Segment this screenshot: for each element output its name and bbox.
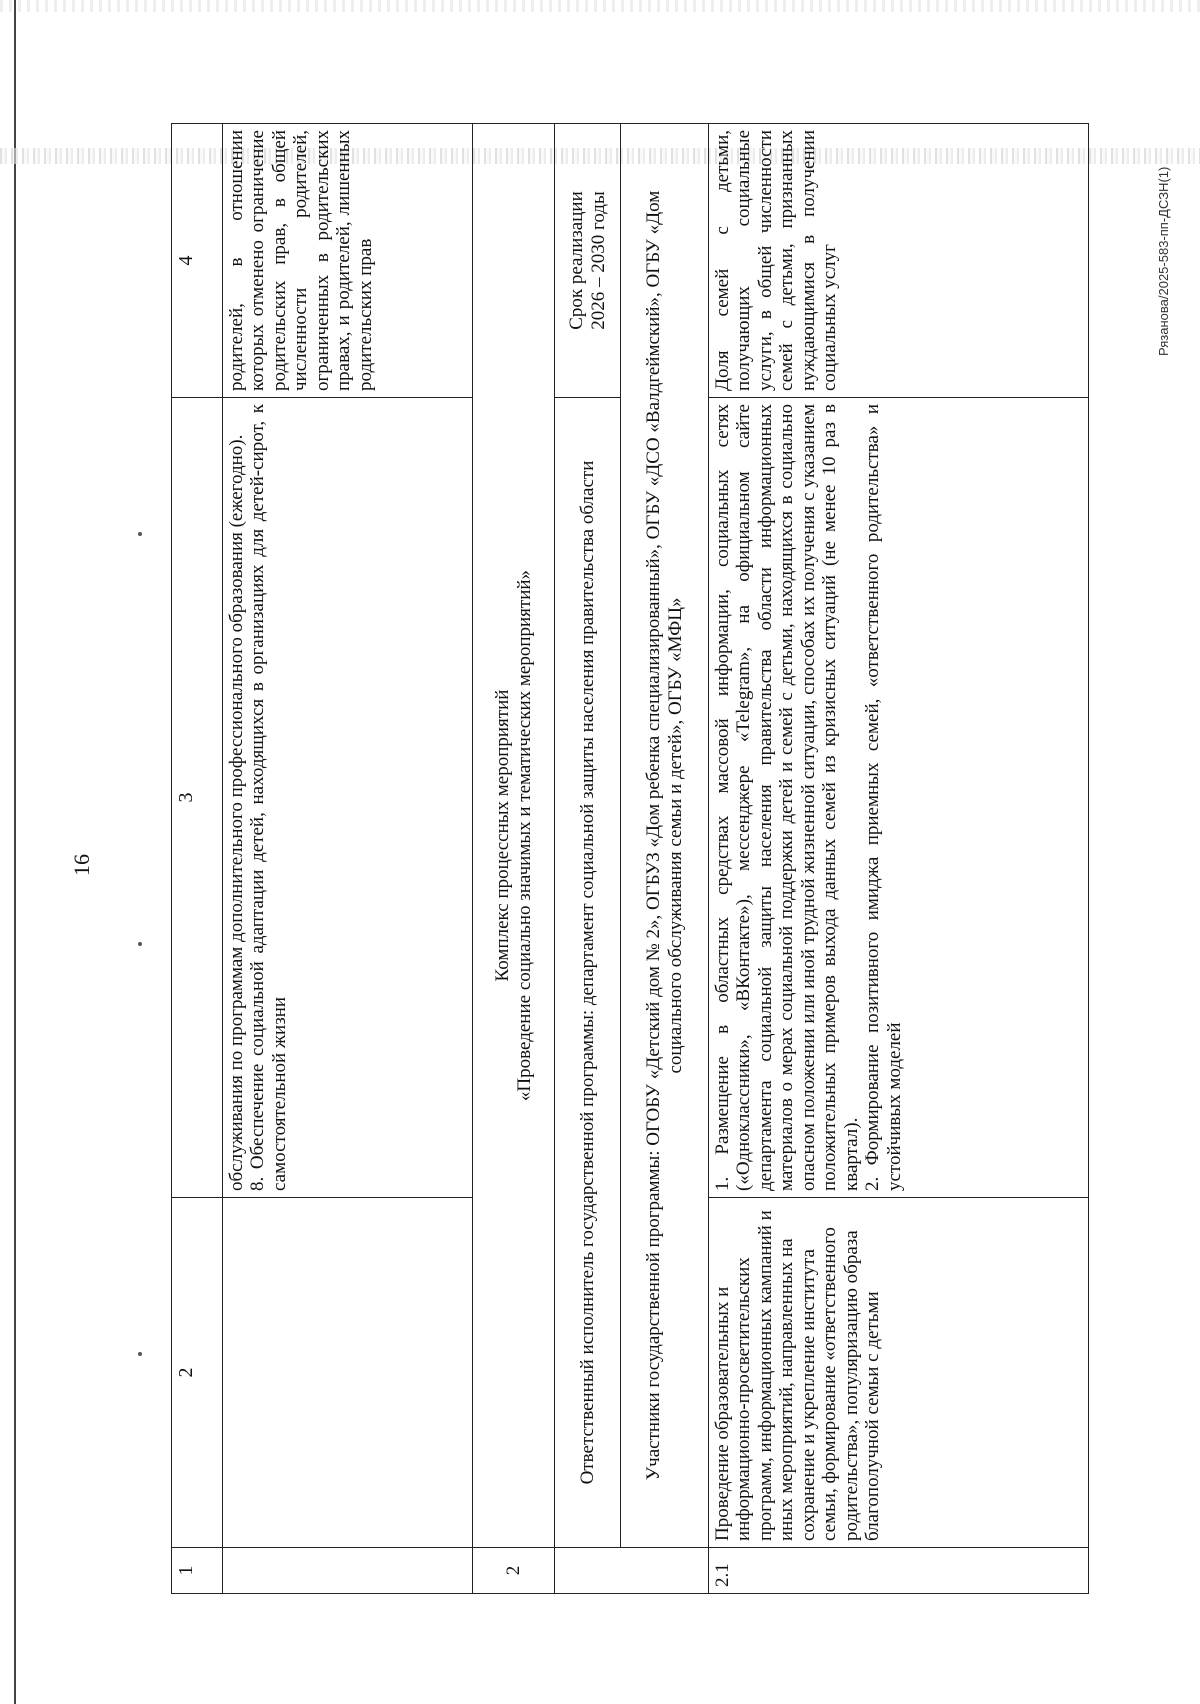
rotated-table-container [171,124,1089,1594]
header-col-3: 3 [172,398,223,1198]
tasks-text: 1. Размещение в областных средствах массовой информации, социальных сетях («Одноклассники», «ВКонтакте»), мессенджере «Telegram», на официальном сайте департамента социальной защиты населения правительства области информационных материалов о мерах социальной поддержки детей и семей с детьми, находящихся в социально опасном положении или иной трудной жизненной ситуации, способах их получения с указанием положительных примеров выхода данных семей из кризисных ситуаций (не менее 10 раз в квартал). [712,404,862,1191]
activity-tasks [709,398,1089,1198]
section-number: 2 [473,1548,555,1594]
activity-name [709,1198,1089,1548]
table-row-2-1 [709,124,1089,1594]
cell-empty [555,1548,709,1594]
section-title-line2: «Проведение социально значимых и тематических мероприятий» [513,569,535,1102]
program-activities-table [171,123,1089,1594]
cell-tasks [223,398,473,1198]
responsible-executor: Ответственный исполнитель государственной программы: департамент социальной защиты населения правительства области [555,398,621,1548]
section-title-cell [473,124,555,1548]
activity-text: Проведение образовательных и информационно-просветительских программ, информационных кампаний и иных мероприятий, направленных на сохранение и укрепление института семьи, формирование «ответственного родительства», популяризацию образа благополучной семьи с детьми [712,1210,884,1541]
indicator-text: Доля семей с детьми, получающих социальные услуги, в общей численности семей с детьми, признанных нуждающимися в получении социальных услуг [712,130,841,391]
scan-speck [138,942,142,946]
table-header-row [172,124,223,1594]
table-row-continuation [223,124,473,1594]
section-title-row [473,124,555,1594]
cell-indicator [223,124,473,398]
page-number: 16 [69,854,94,876]
responsible-row [555,124,621,1594]
activity-indicator [709,124,1089,398]
program-participants: Участники государственной программы: ОГОБУ «Детский дом № 2», ОГБУЗ «Дом ребенка специализированный», ОГБУ «ДСО «Валдгеймский», ОГБУ «Дом социального обслуживания семьи и детей», ОГБУ «МФЦ» [621,124,709,1548]
header-col-4: 4 [172,124,223,398]
indicator-text: родителей, в отношении которых отменено ограничение родительских прав, в общей численности родителей, ограниченных в родительских правах, и родителей, лишенных родительских прав [226,130,376,391]
participants-row [621,124,709,1594]
header-col-2: 2 [172,1198,223,1548]
implementation-term: Срок реализации 2026 – 2030 годы [555,124,621,398]
scan-speck [138,532,142,536]
tasks-text: 2. Формирование позитивного имиджа приемных семей, «ответственного родительства» и устойчивых моделей [862,404,905,1191]
tasks-text: обслуживания по программам дополнительного профессионального образования (ежегодно). [226,434,247,1191]
scan-noise-top [0,0,1200,12]
section-title-line1: Комплекс процессных мероприятий [492,689,514,982]
registry-code-text: Рязанова/2025-583-пп-ДСЗН(1) [1156,166,1171,356]
tasks-text: 8. Обеспечение социальной адаптации детей, находящихся в организациях для детей-сирот, к самостоятельной жизни [247,404,290,1191]
scan-page-edge [14,0,16,1704]
cell-number [223,1548,473,1594]
cell-activity [223,1198,473,1548]
scan-speck [138,1352,142,1356]
header-col-1: 1 [172,1548,223,1594]
row-number: 2.1 [709,1548,1089,1594]
